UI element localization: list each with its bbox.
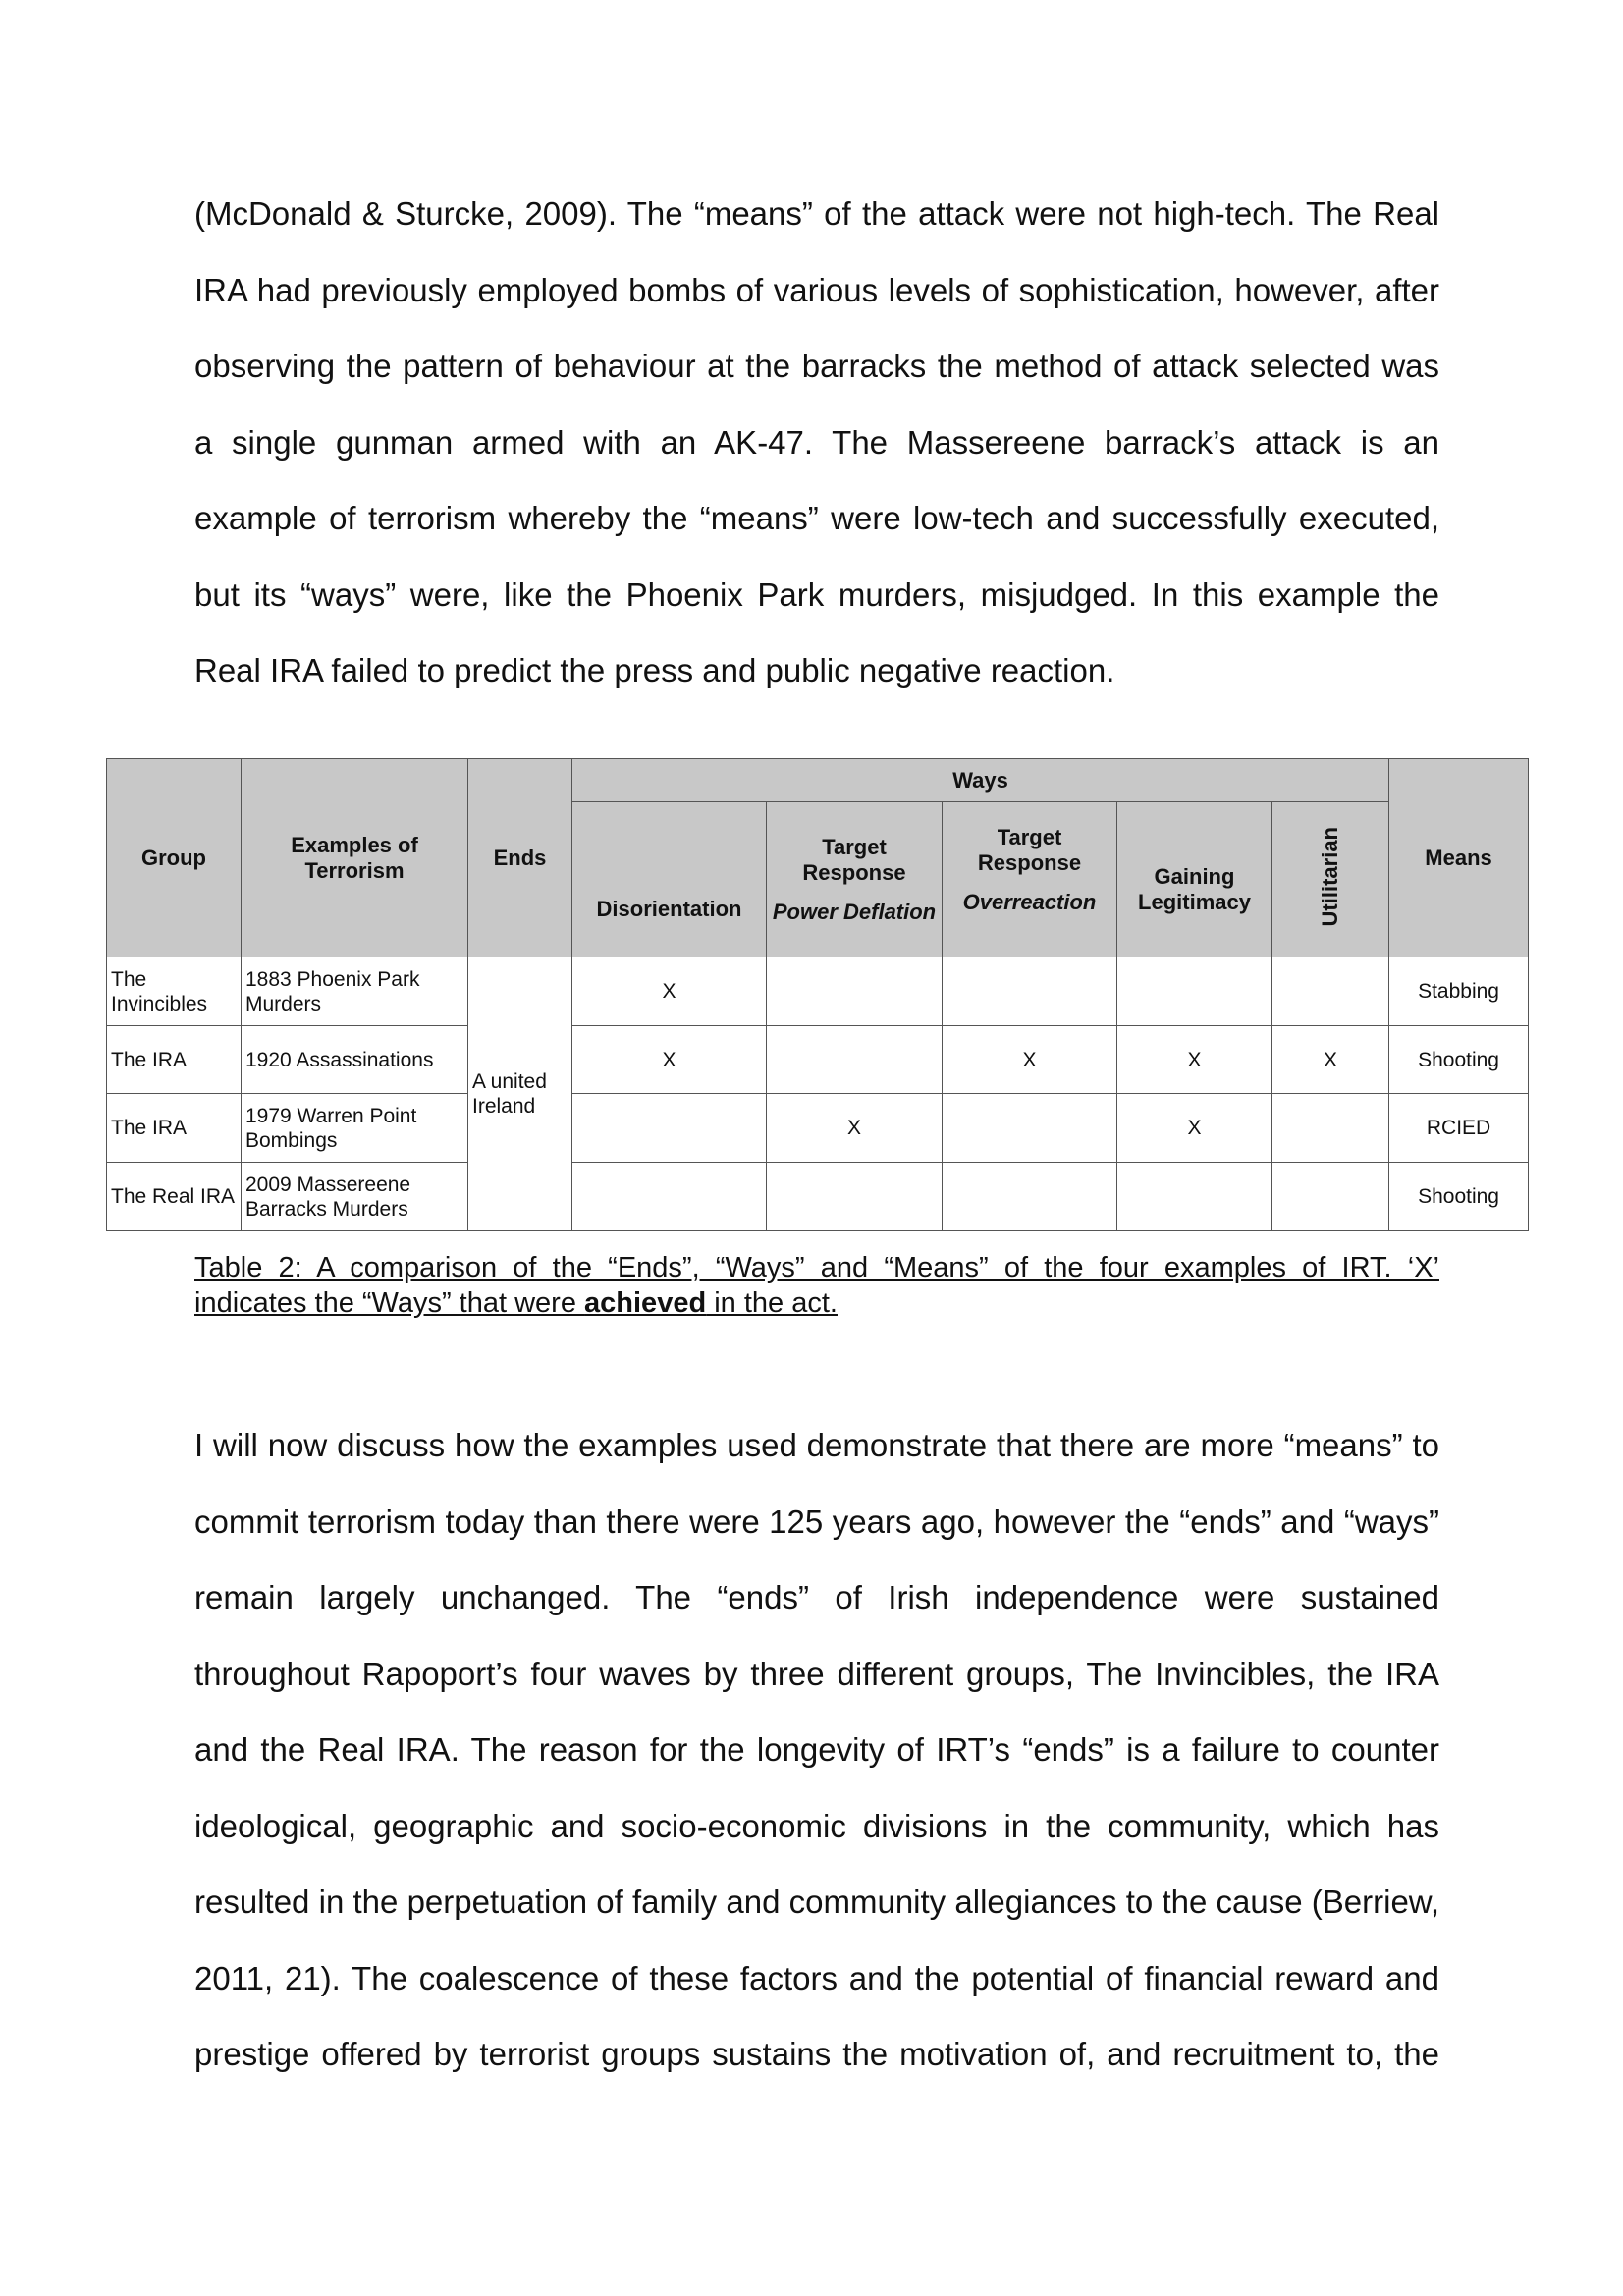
cell-example: 1883 Phoenix Park Murders xyxy=(242,957,468,1026)
header-target-response: Target Response xyxy=(802,834,906,885)
caption-line-1: Table 2: A comparison of the “Ends”, “Ways” and “Means” of the four examples of IRT. ‘X’ xyxy=(194,1252,1439,1284)
cell-overreaction: X xyxy=(943,1026,1117,1094)
text-line: example of terrorism whereby the “means” were low-tech and successfully executed, xyxy=(194,500,1439,536)
text-line: but its “ways” were, like the Phoenix Park murders, misjudged. In this example the xyxy=(194,575,1439,613)
cell-disorientation: X xyxy=(572,957,767,1026)
cell-legitimacy xyxy=(1117,1163,1272,1231)
cell-utilitarian xyxy=(1272,1094,1389,1163)
cell-means: Shooting xyxy=(1389,1026,1529,1094)
text-line: observing the pattern of behaviour at the barracks the method of attack selected was xyxy=(194,348,1439,384)
header-sub-overreaction: Overreaction xyxy=(962,889,1097,914)
caption-text: indicates the “Ways” that were xyxy=(194,1287,585,1319)
header-disorientation: Disorientation xyxy=(572,802,767,957)
text-line: resulted in the perpetuation of family and community allegiances to the cause (Berriew, xyxy=(194,1884,1439,1920)
header-utilitarian xyxy=(1272,802,1389,957)
cell-example: 2009 Massereene Barracks Murders xyxy=(242,1163,468,1231)
cell-legitimacy: X xyxy=(1117,1026,1272,1094)
cell-ends: A united Ireland xyxy=(468,957,572,1231)
cell-means: Shooting xyxy=(1389,1163,1529,1231)
header-overreaction xyxy=(943,802,1117,957)
cell-group: The IRA xyxy=(107,1026,242,1094)
text-line: IRA had previously employed bombs of various levels of sophistication, however, after xyxy=(194,271,1439,308)
cell-overreaction xyxy=(943,1163,1117,1231)
cell-means: RCIED xyxy=(1389,1094,1529,1163)
caption-emphasis: achieved xyxy=(584,1287,707,1319)
cell-power-deflation xyxy=(767,1163,943,1231)
cell-utilitarian xyxy=(1272,957,1389,1026)
table-row xyxy=(107,1094,1529,1163)
text-line: (McDonald & Sturcke, 2009). The “means” of the attack were not high-tech. The Real xyxy=(194,195,1439,232)
cell-overreaction xyxy=(943,957,1117,1026)
comparison-table xyxy=(106,758,1529,1231)
text-line: prestige offered by terrorist groups sustains the motivation of, and recruitment to, the xyxy=(194,2036,1439,2072)
text-line: commit terrorism today than there were 125 years ago, however the “ends” and “ways” xyxy=(194,1503,1439,1540)
header-ways: Ways xyxy=(572,759,1389,802)
text-line: remain largely unchanged. The “ends” of Irish independence were sustained xyxy=(194,1579,1439,1615)
text-line: 2011, 21). The coalescence of these factors and the potential of financial reward and xyxy=(194,1959,1439,1996)
cell-group: The Real IRA xyxy=(107,1163,242,1231)
body-paragraph-1 xyxy=(194,176,1439,709)
header-examples: Examples of Terrorism xyxy=(242,759,468,957)
text-line: ideological, geographic and socio-economic divisions in the community, which has xyxy=(194,1807,1439,1844)
text-line: I will now discuss how the examples used demonstrate that there are more “means” to xyxy=(194,1427,1439,1463)
header-utilitarian-label: Utilitarian xyxy=(1318,826,1343,927)
cell-power-deflation xyxy=(767,1026,943,1094)
cell-example: 1979 Warren Point Bombings xyxy=(242,1094,468,1163)
table-row xyxy=(107,957,1529,1026)
cell-power-deflation: X xyxy=(767,1094,943,1163)
header-ends: Ends xyxy=(468,759,572,957)
cell-disorientation xyxy=(572,1163,767,1231)
header-means: Means xyxy=(1389,759,1529,957)
text-line: a single gunman armed with an AK-47. The Massereene barrack’s attack is an xyxy=(194,423,1439,461)
cell-disorientation xyxy=(572,1094,767,1163)
cell-group: The Invincibles xyxy=(107,957,242,1026)
cell-utilitarian xyxy=(1272,1163,1389,1231)
body-paragraph-2 xyxy=(194,1407,1439,2093)
table-row xyxy=(107,1163,1529,1231)
header-sub-power-deflation: Power Deflation xyxy=(772,899,937,924)
header-target-response: Target Response xyxy=(977,824,1082,875)
text-line: and the Real IRA. The reason for the longevity of IRT’s “ends” is a failure to counter xyxy=(194,1731,1439,1768)
cell-overreaction xyxy=(943,1094,1117,1163)
header-group: Group xyxy=(107,759,242,957)
header-gaining-legitimacy: Gaining Legitimacy xyxy=(1117,802,1272,957)
table-caption xyxy=(194,1250,1439,1321)
header-power-deflation xyxy=(767,802,943,957)
cell-power-deflation xyxy=(767,957,943,1026)
table-row xyxy=(107,1026,1529,1094)
cell-disorientation: X xyxy=(572,1026,767,1094)
cell-means: Stabbing xyxy=(1389,957,1529,1026)
cell-legitimacy: X xyxy=(1117,1094,1272,1163)
text-line: Real IRA failed to predict the press and public negative reaction. xyxy=(194,652,1115,688)
text-line: throughout Rapoport’s four waves by three different groups, The Invincibles, the IRA xyxy=(194,1655,1439,1692)
cell-utilitarian: X xyxy=(1272,1026,1389,1094)
caption-text: in the act. xyxy=(706,1287,838,1319)
caption-line-2 xyxy=(194,1285,1439,1321)
cell-example: 1920 Assassinations xyxy=(242,1026,468,1094)
cell-group: The IRA xyxy=(107,1094,242,1163)
cell-legitimacy xyxy=(1117,957,1272,1026)
